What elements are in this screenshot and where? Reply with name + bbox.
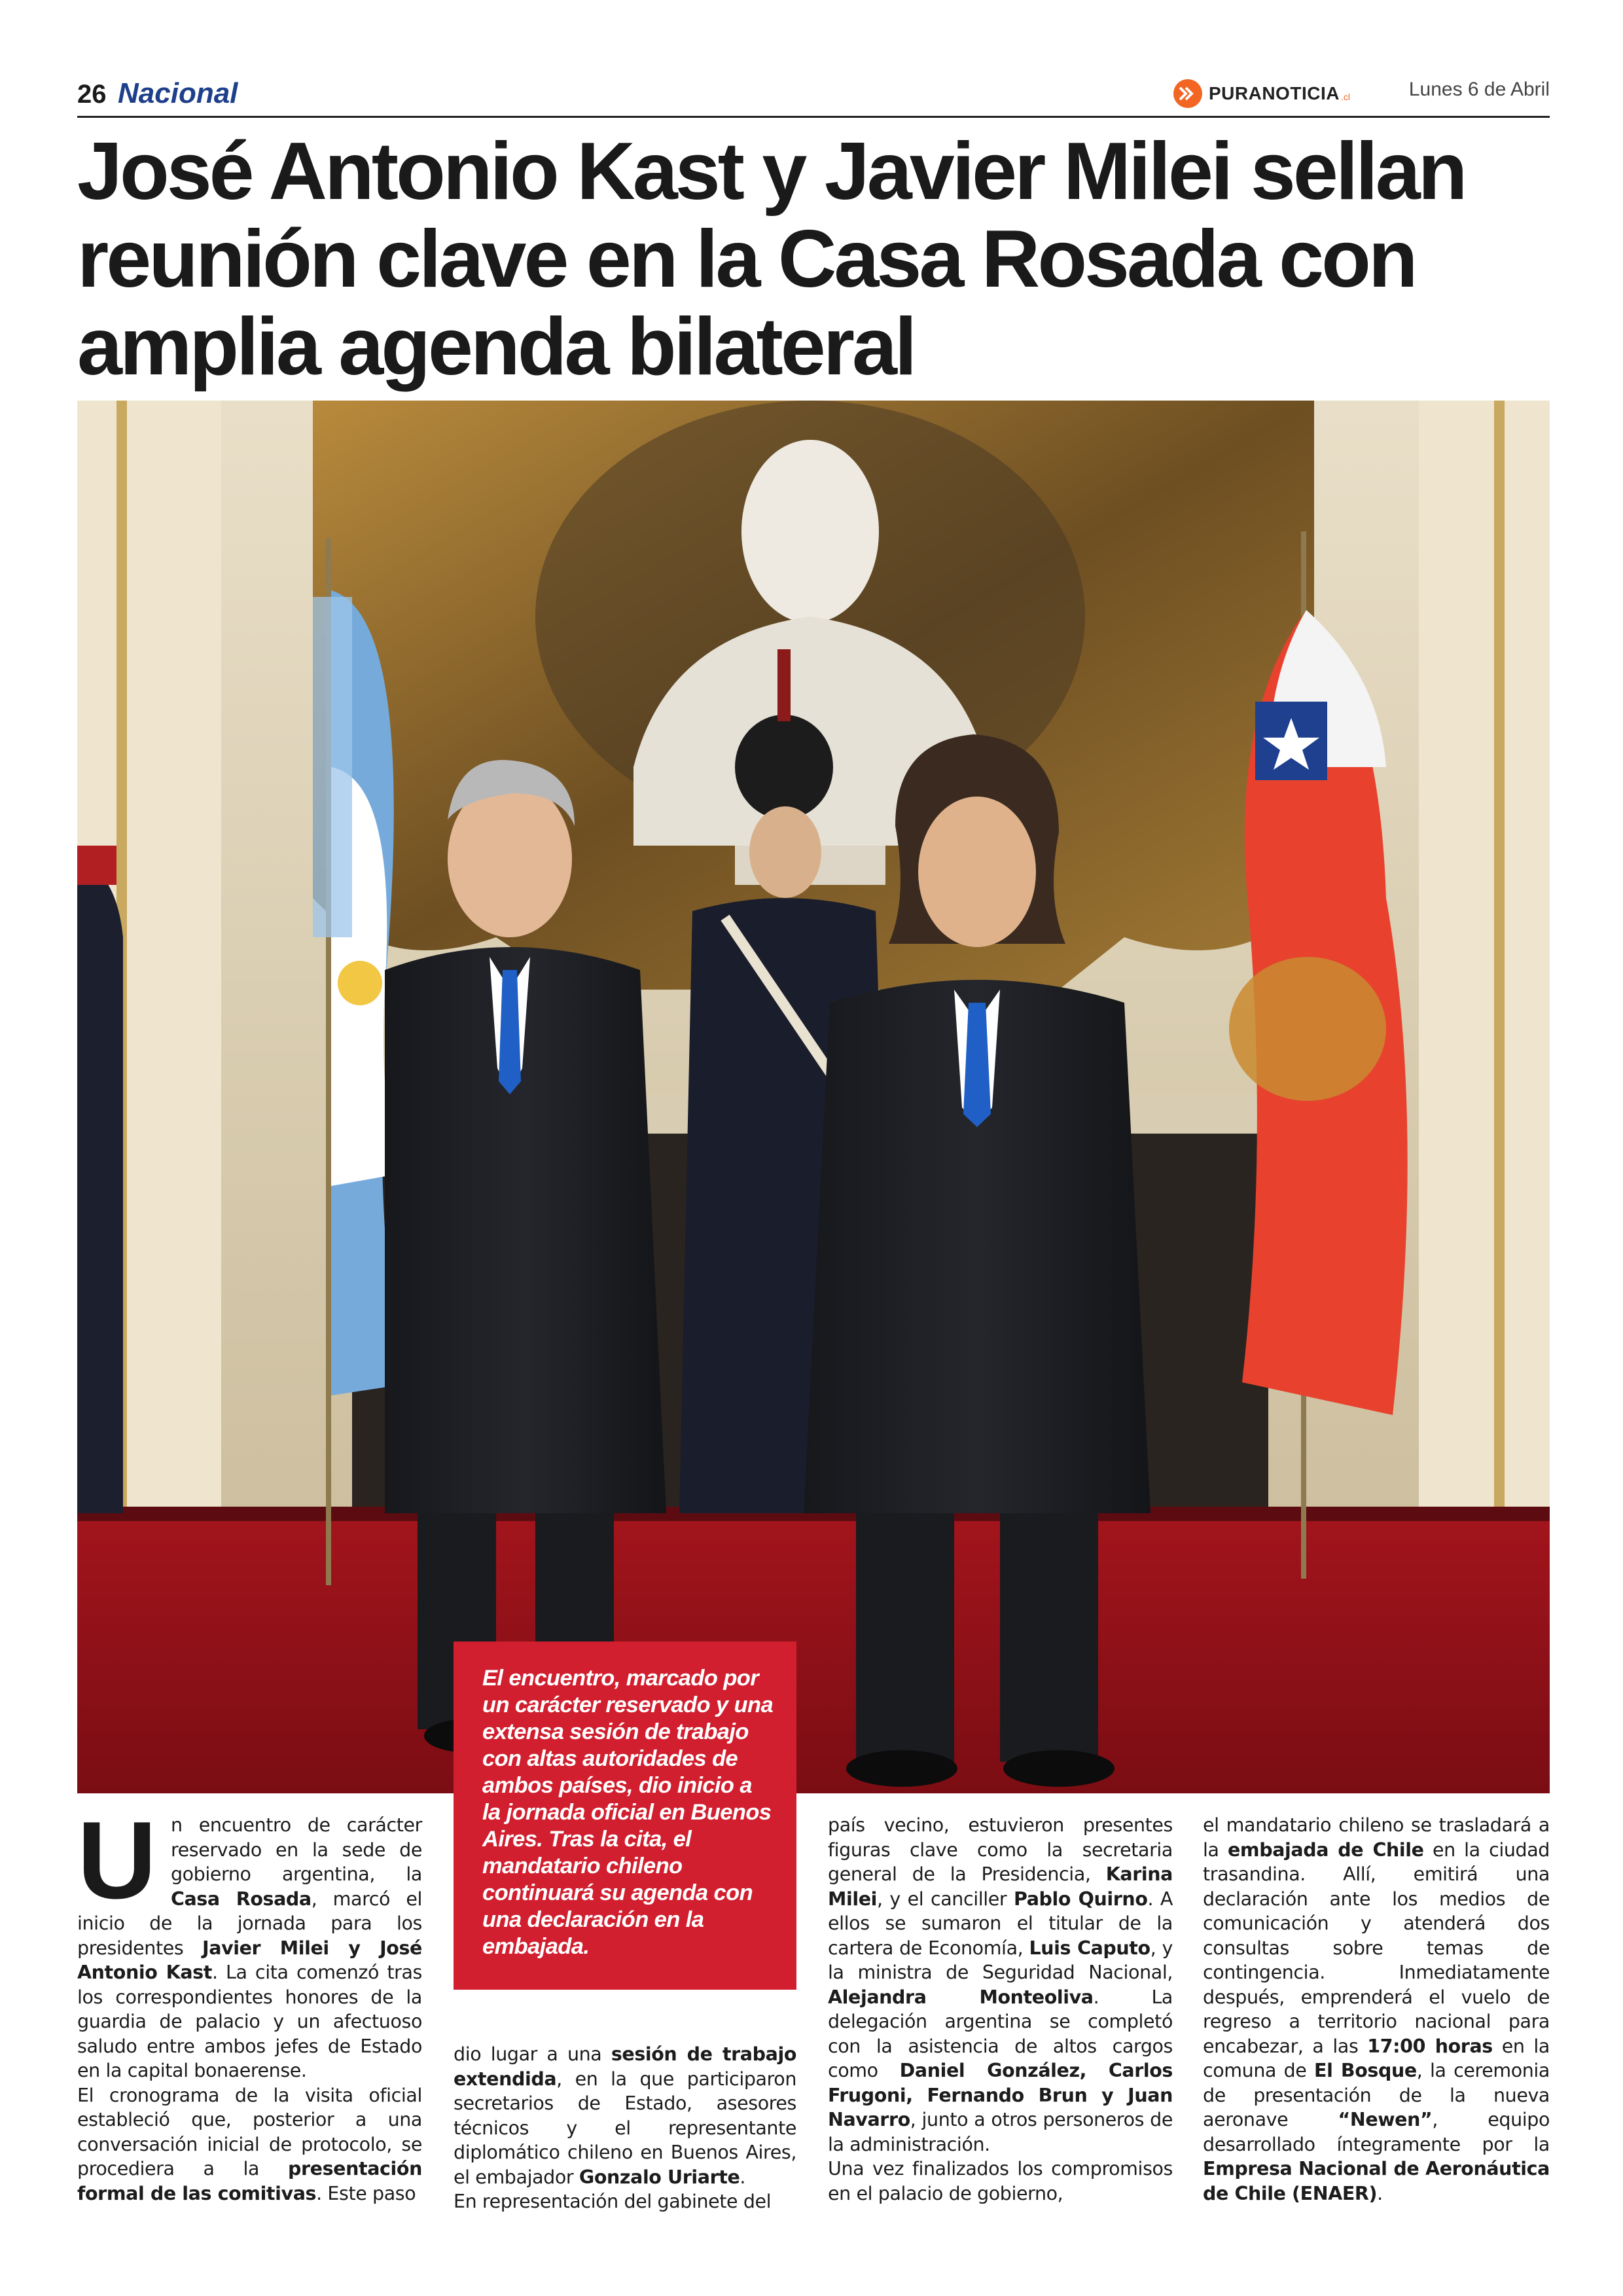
paragraph: n encuentro de carácter reservado en la sede de gobierno argentina, la Casa Rosada, marcó el inicio de la jornada para los presidentes Javier Milei y José Antonio Kast. La cita comenzó tras los correspondientes honores de la guardia de palacio y un afectuoso saludo entre ambos jefes de Estado en la capital bonaerense. (77, 1814, 422, 2081)
publication-logo (1173, 77, 1350, 110)
issue-date: Lunes 6 de Abril (1408, 79, 1550, 100)
paragraph: el mandatario chileno se trasladará a la embajada de Chile en la ciudad trasandina. Allí, emitirá una declaración ante los medios de comunicación y atenderá dos consultas sobre temas de contingencia. Inmediatamente después, emprenderá el vuelo de regreso a territorio nacional para encabezar, a las 17:00 horas en la comuna de El Bosque, la ceremonia de presentación de la nueva aeronave “Newen”, equipo desarrollado íntegramente por la Empresa Nacional de Aeronáutica de Chile (ENAER). (1203, 1814, 1550, 2204)
pull-quote (454, 1641, 796, 1990)
paragraph: país vecino, estuvieron presentes figuras clave como la secretaria general de la Presidencia, Karina Milei, y el canciller Pablo Quirno. A ellos se sumaron el titular de la cartera de Economía, Luis Caputo, y la ministra de Seguridad Nacional, Alejandra Monteoliva. La delegación argentina se completó con la asistencia de altos cargos como Daniel González, Carlos Frugoni, Fernando Brun y Juan Navarro, junto a otros personeros de la administración. (828, 1814, 1173, 2155)
headline: José Antonio Kast y Javier Milei sellan reunión clave en la Casa Rosada con amplia agenda bilateral (77, 126, 1465, 392)
page-number: 26 (77, 80, 107, 109)
pull-quote-text: El encuentro, marcado por un carácter reservado y una extensa sesión de trabajo con altas autoridades de ambos países, dio inicio a la jornada oficial en Buenos Aires. Tras la cita, el mandatario chileno continuará su agenda con una declaración en la embajada. (482, 1666, 774, 1959)
paragraph: Una vez finalizados los compromisos en el palacio de gobierno, (828, 2158, 1173, 2204)
article-column-4 (1203, 1813, 1550, 2206)
play-arrows-icon (1173, 79, 1202, 108)
section-name: Nacional (118, 77, 238, 109)
logo-suffix: .cl (1340, 92, 1350, 102)
paragraph: En representación del gabinete del (454, 2191, 772, 2212)
paragraph: El cronograma de la visita oficial estableció que, posterior a una conversación inicial de protocolo, se procediera a la presentación formal de las comitivas. Este paso (77, 2084, 422, 2204)
article-photo (77, 401, 1550, 1793)
paragraph: dio lugar a una sesión de trabajo extendida, en la que participaron secretarios de Estado, asesores técnicos y el representante diplomático chileno en Buenos Aires, el embajador Gonzalo Uriarte. (454, 2043, 797, 2188)
article-column-1 (77, 1799, 422, 2206)
article-column-3 (828, 1813, 1173, 2206)
logo-text: PURANOTICIA (1209, 83, 1340, 103)
article-column-2 (454, 2042, 796, 2214)
page-header (77, 71, 1550, 118)
drop-cap: U (77, 1799, 156, 1922)
